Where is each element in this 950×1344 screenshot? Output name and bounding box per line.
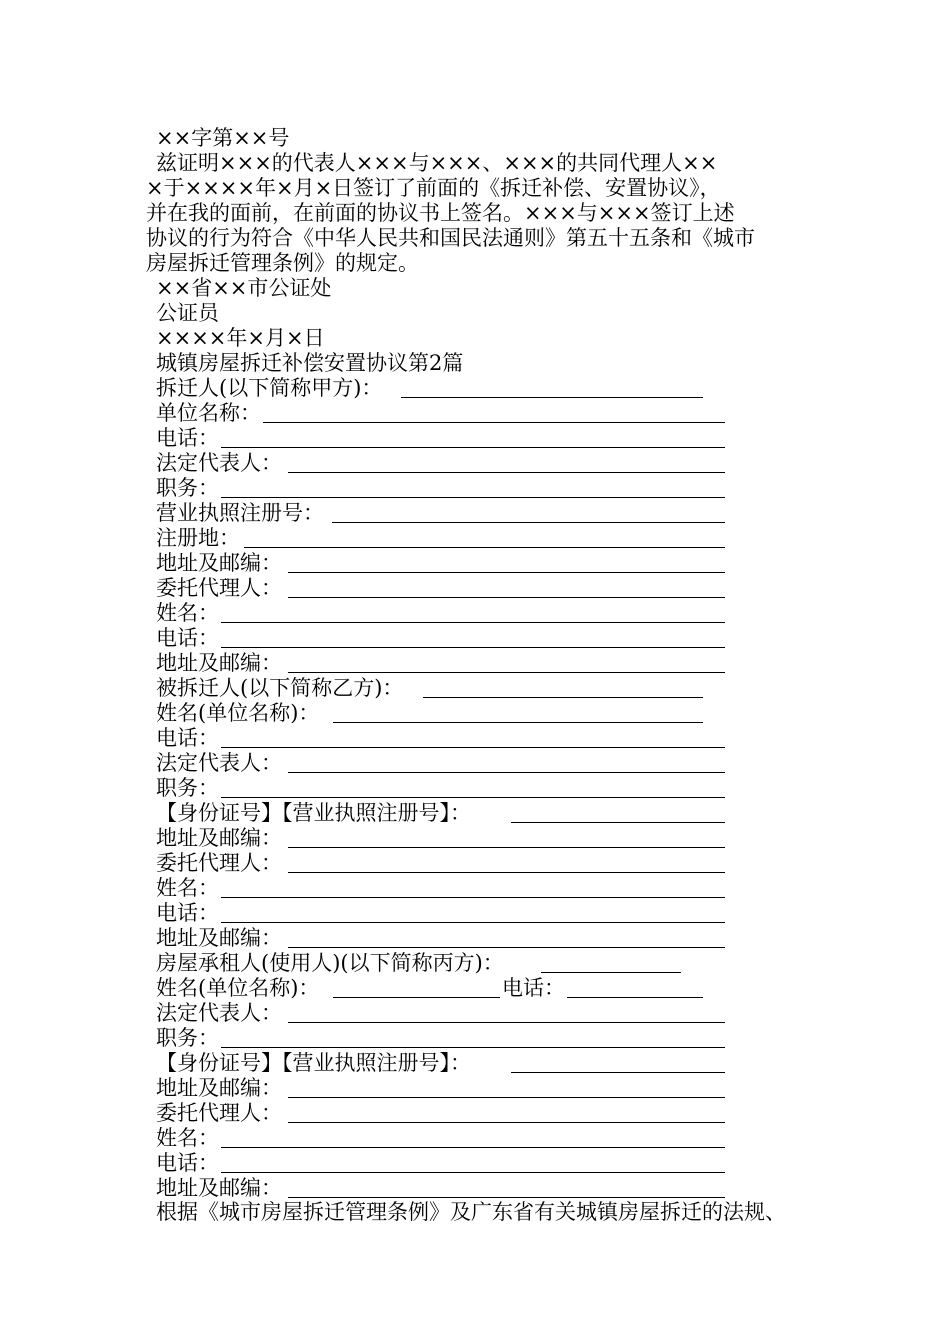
- fill-line: [221, 1172, 725, 1173]
- field-label: 法定代表人：: [156, 451, 282, 475]
- field-label: 房屋承租人(使用人)(以下简称丙方)：: [156, 951, 504, 975]
- form-field-position: [156, 1026, 736, 1051]
- form-field-agent: [156, 576, 736, 601]
- form-field-address: [156, 551, 736, 576]
- form-field-name: [156, 1126, 736, 1151]
- field-label: 姓名：: [156, 601, 219, 625]
- form-field-registered-place: [156, 526, 736, 551]
- fill-line: [221, 897, 725, 898]
- fill-line: [511, 822, 725, 823]
- fill-line: [333, 722, 703, 723]
- form-field-id-license: [156, 1051, 736, 1076]
- form-field-phone: [156, 726, 736, 751]
- field-label: 地址及邮编：: [156, 926, 282, 950]
- field-label: 委托代理人：: [156, 576, 282, 600]
- field-label: 电话：: [502, 976, 565, 1000]
- fill-line: [221, 1147, 725, 1148]
- form-field-agent: [156, 1101, 736, 1126]
- form-field-address: [156, 1176, 736, 1201]
- form-field-legal-rep: [156, 1001, 736, 1026]
- section-title: 城镇房屋拆迁补偿安置协议第2篇: [156, 351, 464, 375]
- fill-line: [288, 872, 725, 873]
- form-field-position: [156, 776, 736, 801]
- fill-line: [288, 572, 725, 573]
- fill-line: [221, 797, 725, 798]
- form-field-license-no: [156, 501, 736, 526]
- field-label: 姓名：: [156, 876, 219, 900]
- field-label: 拆迁人(以下简称甲方)：: [156, 376, 383, 400]
- field-label: 【身份证号】【营业执照注册号】：: [156, 801, 471, 825]
- form-field-legal-rep: [156, 751, 736, 776]
- field-label: 地址及邮编：: [156, 551, 282, 575]
- form-field-party-a: [156, 376, 736, 401]
- closing-paragraph: 根据《城市房屋拆迁管理条例》及广东省有关城镇房屋拆迁的法规、: [156, 1200, 786, 1224]
- field-label: 电话：: [156, 626, 219, 650]
- field-label: 职务：: [156, 776, 219, 800]
- field-label: 单位名称：: [156, 401, 261, 425]
- fill-line: [288, 1022, 725, 1023]
- paragraph-line: 房屋拆迁管理条例》的规定。: [146, 251, 419, 275]
- paragraph-line: 兹证明×××的代表人×××与×××、×××的共同代理人××: [156, 151, 718, 175]
- field-label: 地址及邮编：: [156, 1176, 282, 1200]
- form-field-party-c: [156, 951, 736, 976]
- form-field-unit-name: [156, 401, 736, 426]
- form-field-agent: [156, 851, 736, 876]
- field-label: 被拆迁人(以下简称乙方)：: [156, 676, 404, 700]
- fill-line: [541, 972, 681, 973]
- fill-line: [288, 1122, 725, 1123]
- paragraph-line: ×于××××年×月×日签订了前面的《拆迁补偿、安置协议》，: [146, 176, 721, 200]
- field-label: 姓名(单位名称)：: [156, 976, 320, 1000]
- field-label: 姓名(单位名称)：: [156, 701, 320, 725]
- field-label: 电话：: [156, 426, 219, 450]
- field-label: 电话：: [156, 901, 219, 925]
- fill-line: [288, 597, 725, 598]
- fill-line: [511, 1072, 725, 1073]
- fill-line: [423, 697, 703, 698]
- doc-number: ××字第××号: [156, 126, 290, 150]
- field-label: 电话：: [156, 1151, 219, 1175]
- fill-line: [221, 1047, 725, 1048]
- fill-line: [288, 847, 725, 848]
- form-field-name: [156, 601, 736, 626]
- fill-line: [288, 1097, 725, 1098]
- field-label: 【身份证号】【营业执照注册号】：: [156, 1051, 471, 1075]
- field-label: 注册地：: [156, 526, 240, 550]
- form-field-address: [156, 1076, 736, 1101]
- fill-line: [333, 997, 500, 998]
- field-label: 地址及邮编：: [156, 1076, 282, 1100]
- fill-line: [263, 422, 725, 423]
- fill-line: [288, 672, 725, 673]
- fill-line: [288, 772, 725, 773]
- fill-line: [288, 1197, 725, 1198]
- field-label: 姓名：: [156, 1126, 219, 1150]
- form-field-address: [156, 926, 736, 951]
- fill-line: [244, 547, 725, 548]
- field-label: 委托代理人：: [156, 1101, 282, 1125]
- form-field-id-license: [156, 801, 736, 826]
- fill-line: [221, 747, 725, 748]
- field-label: 地址及邮编：: [156, 826, 282, 850]
- form-field-phone: [156, 626, 736, 651]
- field-label: 地址及邮编：: [156, 651, 282, 675]
- form-field-party-b: [156, 676, 736, 701]
- form-field-address: [156, 826, 736, 851]
- form-field-position: [156, 476, 736, 501]
- form-field-name-unit: [156, 701, 736, 726]
- fill-line: [221, 497, 725, 498]
- field-label: 营业执照注册号：: [156, 501, 324, 525]
- fill-line: [221, 447, 725, 448]
- notary-office: ××省××市公证处: [156, 276, 332, 300]
- fill-line: [567, 997, 703, 998]
- paragraph-line: 协议的行为符合《中华人民共和国民法通则》第五十五条和《城市: [146, 226, 755, 250]
- notary-officer: 公证员: [156, 301, 219, 325]
- field-label: 委托代理人：: [156, 851, 282, 875]
- fill-line: [221, 622, 725, 623]
- form-field-phone: [156, 426, 736, 451]
- fill-line: [221, 647, 725, 648]
- form-field-phone: [156, 1151, 736, 1176]
- form-field-legal-rep: [156, 451, 736, 476]
- fill-line: [288, 947, 725, 948]
- paragraph-line: 并在我的面前，在前面的协议书上签名。×××与×××签订上述: [146, 201, 735, 225]
- form-field-phone: [156, 901, 736, 926]
- fill-line: [221, 922, 725, 923]
- field-label: 电话：: [156, 726, 219, 750]
- form-field-name-phone: [156, 976, 736, 1001]
- field-label: 职务：: [156, 476, 219, 500]
- fill-line: [401, 397, 703, 398]
- field-label: 职务：: [156, 1026, 219, 1050]
- form-field-address: [156, 651, 736, 676]
- fill-line: [288, 472, 725, 473]
- notary-date: ××××年×月×日: [156, 326, 325, 350]
- field-label: 法定代表人：: [156, 751, 282, 775]
- form-field-name: [156, 876, 736, 901]
- fill-line: [332, 522, 725, 523]
- field-label: 法定代表人：: [156, 1001, 282, 1025]
